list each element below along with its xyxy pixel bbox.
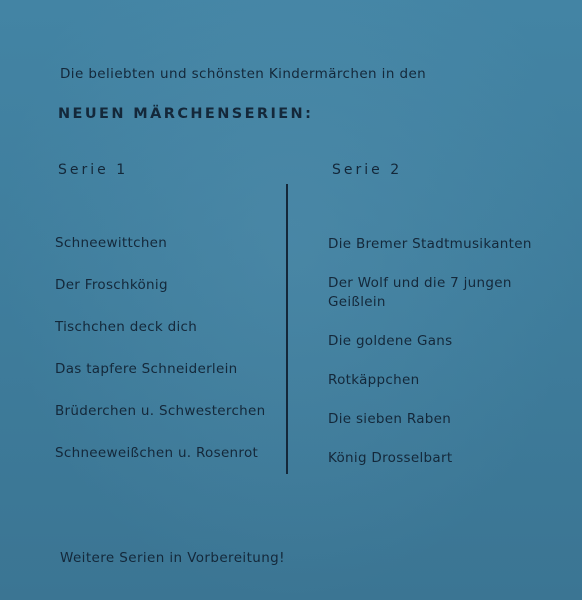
list-item: Der Froschkönig	[55, 277, 168, 293]
list-item: Schneeweißchen u. Rosenrot	[55, 445, 259, 461]
list-item: Die sieben Raben	[328, 411, 452, 427]
intro-text: Die beliebten und schönsten Kindermärchen in den	[60, 66, 427, 82]
list-item: Das tapfere Schneiderlein	[55, 361, 238, 377]
list-item: Brüderchen u. Schwesterchen	[55, 403, 266, 419]
column-divider	[286, 184, 288, 474]
list-item: Tischchen deck dich	[55, 319, 198, 335]
list-item: Rotkäppchen	[328, 372, 420, 388]
series-2-list	[328, 235, 553, 488]
series-2-title: Serie 2	[332, 162, 403, 178]
list-item: Der Wolf und die 7 jungen Geißlein	[328, 275, 512, 310]
list-item: Die goldene Gans	[328, 333, 453, 349]
series-1-title: Serie 1	[58, 162, 129, 178]
footer-note: Weitere Serien in Vorbereitung!	[60, 550, 285, 566]
list-item: Die Bremer Stadtmusikanten	[328, 236, 532, 252]
list-item: König Drosselbart	[328, 450, 453, 466]
series-heading: NEUEN MÄRCHENSERIEN:	[58, 106, 314, 122]
series-1-list	[55, 234, 266, 486]
list-item: Schneewittchen	[55, 235, 168, 251]
